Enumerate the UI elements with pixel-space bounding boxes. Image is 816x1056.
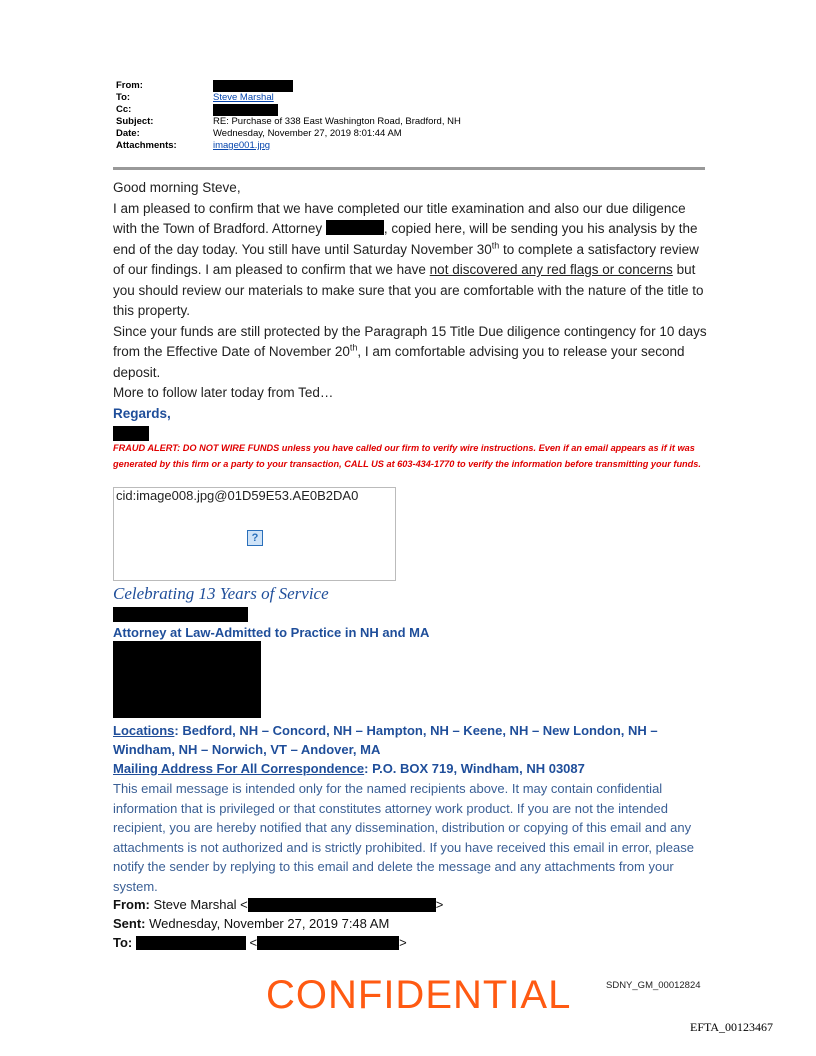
celebrating-tagline: Celebrating 13 Years of Service bbox=[113, 584, 329, 603]
broken-image-icon: ? bbox=[247, 530, 263, 546]
forwarded-header bbox=[113, 895, 713, 952]
redaction-bar bbox=[257, 936, 399, 950]
locations-label: Locations bbox=[113, 723, 175, 738]
email-body bbox=[113, 178, 713, 444]
fwd-to-close: > bbox=[399, 935, 407, 950]
paragraph-2 bbox=[113, 322, 713, 384]
greeting: Good morning Steve, bbox=[113, 180, 241, 195]
attachments-label: Attachments: bbox=[116, 140, 177, 151]
p1-text-c: to complete a satisfactory review of our findings. I am pleased to confirm that we have bbox=[113, 241, 699, 277]
p2-text-a: Since your funds are still protected by the Paragraph 15 Title Due diligence contingency for 10 days from the Effective Date of November 20 bbox=[113, 323, 707, 359]
redaction-block bbox=[113, 641, 261, 718]
redaction-bar bbox=[213, 80, 293, 92]
cc-label: Cc: bbox=[116, 104, 132, 115]
subject-value: RE: Purchase of 338 East Washington Road, Bradford, NH bbox=[213, 116, 461, 127]
bates-number: SDNY_GM_00012824 bbox=[606, 980, 701, 991]
redaction-bar bbox=[326, 220, 384, 235]
header-cc-row bbox=[116, 104, 706, 116]
signature-locations bbox=[113, 721, 713, 778]
p1-underlined: not discovered any red flags or concerns bbox=[429, 262, 673, 277]
p2-text-b: , I am comfortable advising you to release your second deposit. bbox=[113, 344, 685, 380]
fwd-from-row bbox=[113, 895, 713, 914]
fwd-sent-row bbox=[113, 914, 713, 933]
subject-label: Subject: bbox=[116, 116, 154, 127]
header-to-row bbox=[116, 92, 706, 104]
header-attachments-row bbox=[116, 140, 706, 152]
to-recipient-link[interactable]: Steve Marshal bbox=[213, 92, 274, 103]
header-date-row bbox=[116, 128, 706, 140]
locations-line bbox=[113, 721, 713, 759]
paragraph-1 bbox=[113, 199, 713, 322]
attachment-link[interactable]: image001.jpg bbox=[213, 140, 271, 151]
fwd-sent-label: Sent: bbox=[113, 916, 146, 931]
p1-text-a: I am pleased to confirm that we have completed our title examination and also our due diligence with the Town of Bradford. Attorney bbox=[113, 200, 686, 236]
to-label: To: bbox=[116, 92, 131, 103]
fwd-from-value: Steve Marshal < bbox=[153, 897, 248, 912]
p1-text-d: but you should review our materials to make sure that you are comfortable with the nature of the title to this property. bbox=[113, 262, 704, 318]
locations-text: : Bedford, NH – Concord, NH – Hampton, NH – Keene, NH – New London, NH – Windham, NH – Norwich, VT – Andover, MA bbox=[113, 723, 658, 757]
paragraph-3: More to follow later today from Ted… bbox=[113, 385, 334, 400]
redaction-bar bbox=[113, 426, 149, 441]
regards: Regards, bbox=[113, 405, 171, 421]
broken-image-placeholder bbox=[113, 487, 396, 581]
fwd-to-row bbox=[113, 933, 713, 952]
fraud-alert: FRAUD ALERT: DO NOT WIRE FUNDS unless you have called our firm to verify wire instructions. Even if an email appears as if it was generated by this firm or a party to your transaction, CALL US at 603-434-1770 to verify the information before transmitting your funds. bbox=[113, 443, 701, 469]
mailing-line bbox=[113, 759, 713, 778]
confidentiality-disclaimer: This email message is intended only for the named recipients above. It may contain confidential information that is privileged or that constitutes attorney work product. If you are not the intended recipient, you are hereby notified that any dissemination, distribution or copying of this email and any attachments is not authorized and is strictly prohibited. If you have received this email in error, please notify the sender by replying to this email and delete the message and any attachments from your system. bbox=[113, 781, 694, 894]
fwd-from-label: From: bbox=[113, 897, 150, 912]
date-label: Date: bbox=[116, 128, 140, 139]
header-subject-row bbox=[116, 116, 706, 128]
header-divider bbox=[113, 167, 705, 170]
fwd-to-open: < bbox=[249, 935, 258, 950]
from-label: From: bbox=[116, 80, 143, 91]
confidential-stamp: CONFIDENTIAL bbox=[266, 973, 572, 1017]
fwd-from-close: > bbox=[435, 897, 444, 912]
efta-number: EFTA_00123467 bbox=[690, 1020, 774, 1034]
date-value: Wednesday, November 27, 2019 8:01:44 AM bbox=[213, 128, 402, 139]
p2-superscript: th bbox=[349, 342, 358, 353]
redaction-bar bbox=[248, 898, 436, 912]
header-from-row bbox=[116, 80, 706, 92]
redaction-bar bbox=[113, 607, 248, 622]
p1-text-b: , copied here, will be sending you his analysis by the end of the day today. You still have until Saturday November 30 bbox=[113, 221, 698, 257]
p1-superscript: th bbox=[491, 240, 500, 250]
redaction-bar bbox=[213, 104, 278, 116]
fwd-to-label: To: bbox=[113, 935, 133, 950]
mailing-label: Mailing Address For All Correspondence bbox=[113, 761, 365, 776]
redaction-bar bbox=[136, 936, 246, 950]
email-header bbox=[116, 80, 706, 152]
mailing-text: : P.O. BOX 719, Windham, NH 03087 bbox=[364, 761, 585, 776]
fwd-sent-value: Wednesday, November 27, 2019 7:48 AM bbox=[149, 916, 390, 931]
image-caption: cid:image008.jpg@01D59E53.AE0B2DA0 bbox=[116, 488, 359, 503]
attorney-line: Attorney at Law-Admitted to Practice in NH and MA bbox=[113, 625, 430, 640]
